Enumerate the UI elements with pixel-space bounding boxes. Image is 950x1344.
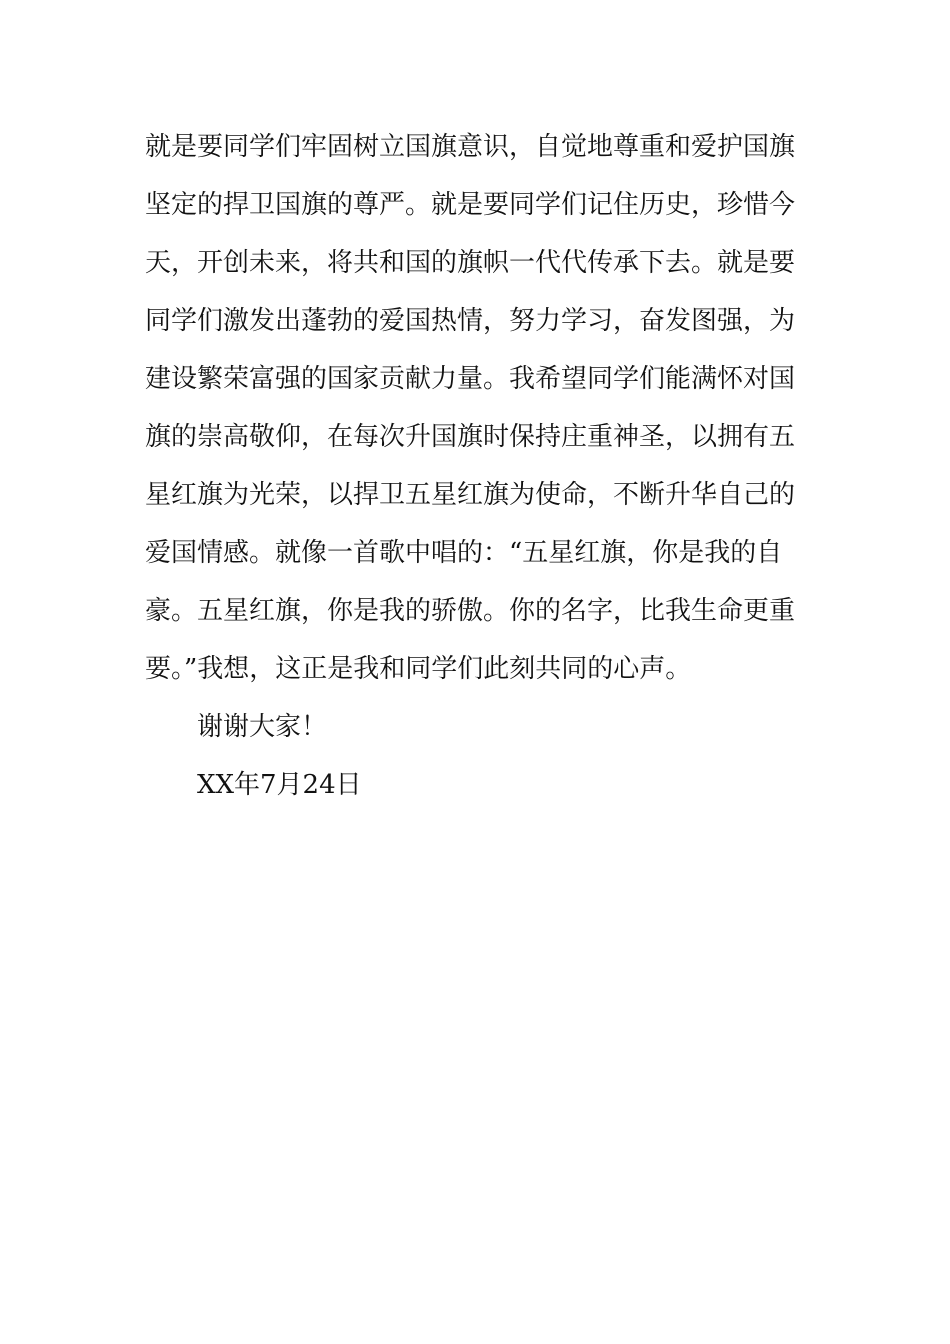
paragraph-line-3: 天，开创未来，将共和国的旗帜一代代传承下去。就是要	[145, 248, 796, 278]
paragraph-line-7: 星红旗为光荣，以捍卫五星红旗为使命，不断升华自己的	[145, 480, 796, 510]
date-line: XX年7月24日	[197, 770, 362, 800]
speech-text	[145, 118, 815, 814]
closing-line: 谢谢大家！	[197, 712, 328, 742]
paragraph-line-1: 就是要同学们牢固树立国旗意识，自觉地尊重和爱护国旗	[145, 132, 796, 162]
paragraph-line-8: 爱国情感。就像一首歌中唱的：“五星红旗，你是我的自	[145, 538, 783, 568]
paragraph-line-4: 同学们激发出蓬勃的爱国热情，努力学习，奋发图强，为	[145, 306, 796, 336]
paragraph-line-5: 建设繁荣富强的国家贡献力量。我希望同学们能满怀对国	[145, 364, 796, 394]
paragraph-line-10: 要。”我想，这正是我和同学们此刻共同的心声。	[145, 654, 692, 684]
paragraph-line-2: 坚定的捍卫国旗的尊严。就是要同学们记住历史，珍惜今	[145, 190, 796, 220]
paragraph-line-9: 豪。五星红旗，你是我的骄傲。你的名字，比我生命更重	[145, 596, 796, 626]
paragraph-line-6: 旗的崇高敬仰，在每次升国旗时保持庄重神圣，以拥有五	[145, 422, 796, 452]
